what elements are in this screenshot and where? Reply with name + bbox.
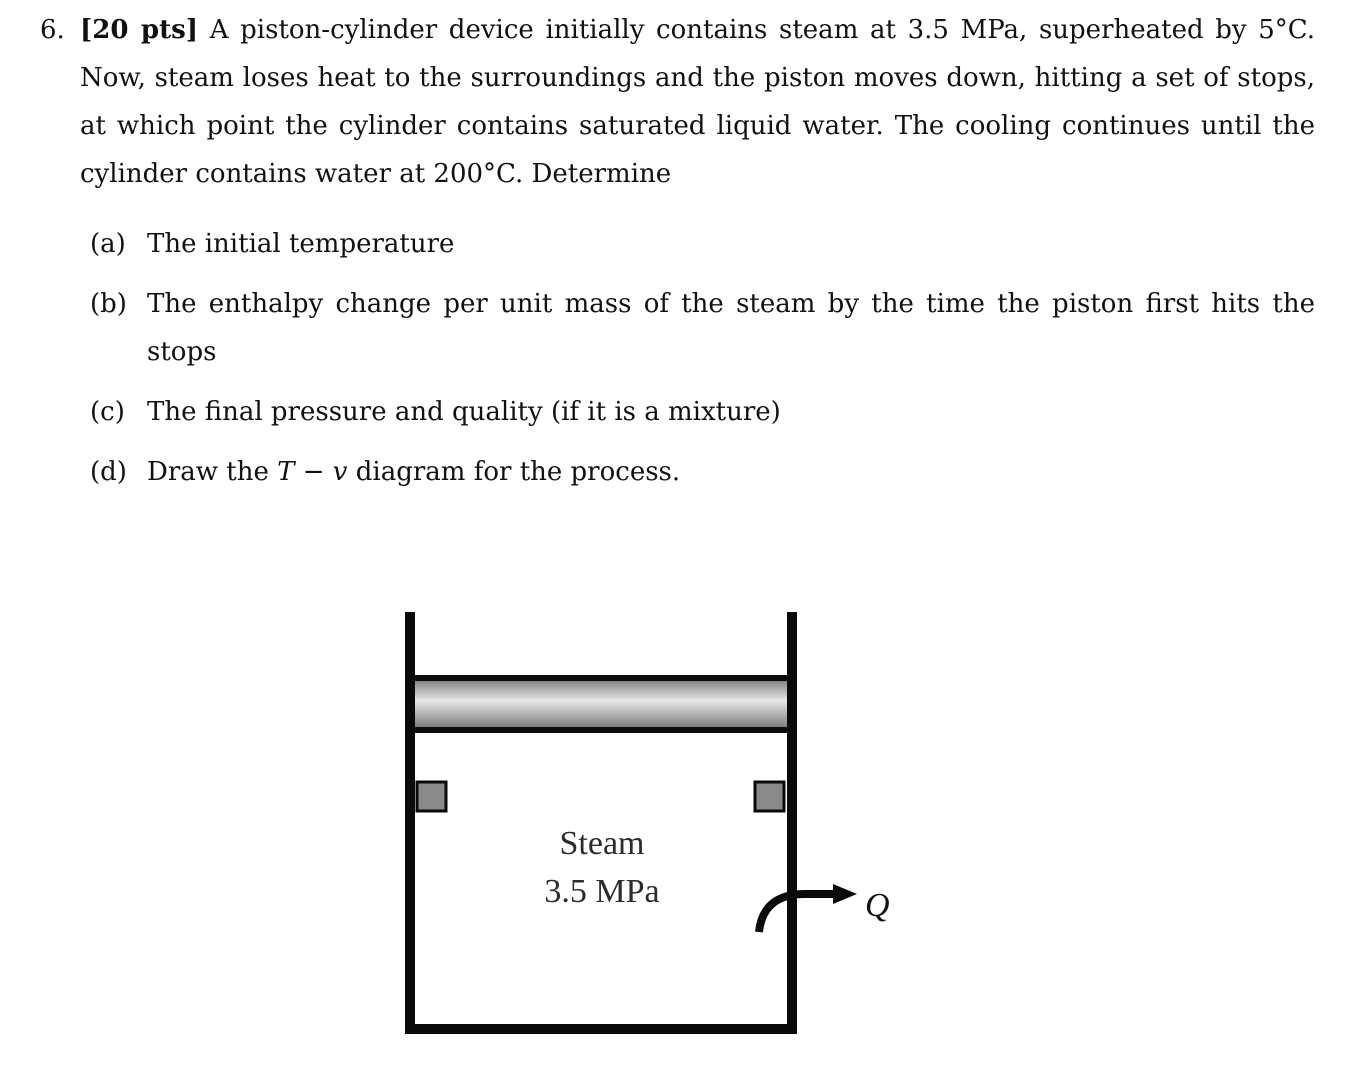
part-text: The initial temperature bbox=[147, 229, 455, 259]
heat-q-label: Q bbox=[865, 887, 890, 924]
stop-left bbox=[417, 782, 446, 811]
steam-label: Steam bbox=[559, 825, 645, 862]
parts-list bbox=[40, 220, 1315, 496]
stop-right bbox=[755, 782, 784, 811]
piston bbox=[415, 676, 787, 731]
piston-cylinder-diagram bbox=[395, 606, 915, 1046]
part-c bbox=[40, 388, 1315, 436]
part-d bbox=[40, 448, 1315, 496]
part-label: (a) bbox=[90, 229, 126, 259]
heat-arrow-head bbox=[833, 884, 857, 904]
part-text-before: Draw the bbox=[147, 457, 269, 487]
problem-number: 6. bbox=[40, 15, 65, 45]
problem-statement bbox=[40, 6, 1315, 198]
tv-math: T − v bbox=[277, 457, 348, 487]
problem bbox=[40, 6, 1315, 508]
diagram-svg bbox=[395, 606, 915, 1046]
part-b bbox=[40, 280, 1315, 376]
part-label: (d) bbox=[90, 457, 127, 487]
part-label: (c) bbox=[90, 397, 125, 427]
part-label: (b) bbox=[90, 289, 127, 319]
pressure-label: 3.5 MPa bbox=[544, 873, 660, 910]
points-label: [20 pts] bbox=[80, 15, 199, 45]
problem-text: A piston-cylinder device initially contains steam at 3.5 MPa, superheated by 5°C. Now, steam loses heat to the surroundings and the piston moves down, hitting a set of stops, at which point the cylinder contains saturated liquid water. The cooling continues until the cylinder contains water at 200°C. Determine bbox=[80, 15, 1316, 189]
part-text: The final pressure and quality (if it is a mixture) bbox=[147, 397, 781, 427]
part-a bbox=[40, 220, 1315, 268]
part-text-after: diagram for the process. bbox=[355, 457, 681, 487]
part-text: The enthalpy change per unit mass of the steam by the time the piston first hits the stops bbox=[147, 289, 1315, 367]
